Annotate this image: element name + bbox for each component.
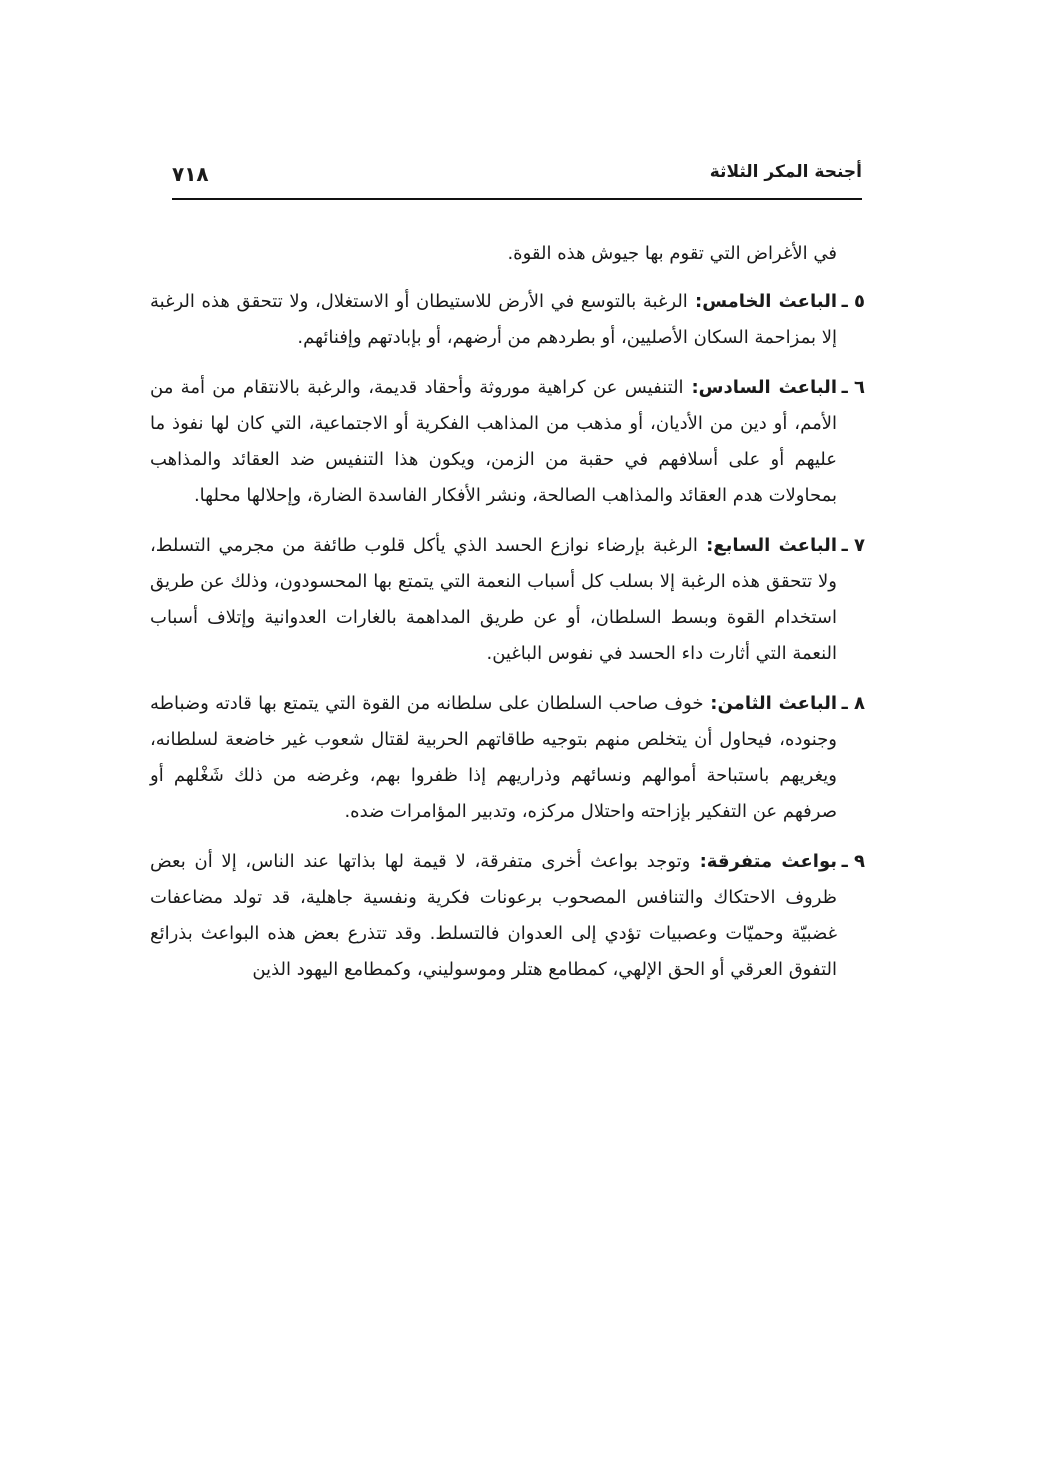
page-number: ٧١٨ — [172, 162, 209, 186]
intro-paragraph: في الأغراض التي تقوم بها جيوش هذه القوة. — [507, 243, 837, 264]
item-number: ٦ ـ — [841, 377, 865, 398]
running-title: أجنحة المكر الثلاثة — [709, 162, 862, 182]
item-heading: الباعث السابع: — [697, 535, 837, 556]
item-heading: الباعث السادس: — [683, 377, 837, 398]
item-number: ٩ ـ — [841, 851, 865, 872]
item-number: ٥ ـ — [841, 291, 865, 312]
item-text: خوف صاحب السلطان على سلطانه من القوة التي يتمتع بها قادته وضباطه وجنوده، فيحاول أن يتخلص منهم بتوجيه طاقاتهم الحربية لقتال شعوب غير خاضعة لسلطانه، ويغريهم باستباحة أموالهم ونسائهم وذراريهم إذا ظفروا بهم، وغرضه من ذلك شَغْلهم أو صرفهم عن التفكير بإزاحته واحتلال مركزه، وتدبير المؤامرات ضده. — [150, 693, 837, 822]
item-heading: الباعث الثامن: — [703, 693, 837, 714]
item-text: وتوجد بواعث أخرى متفرقة، لا قيمة لها بذاتها عند الناس، إلا أن بعض ظروف الاحتكاك والتنافس المصحوب برعونات فكرية ونفسية جاهلية، قد تولد مضاعفات غضبيّة وحميّات وعصبيات تؤدي إلى العدوان فالتسلط. وقد تتذرع بعض هذه البواعث بذرائع التفوق العرقي أو الحق الإلهي، كمطامع هتلر وموسوليني، وكمطامع اليهود الذين — [150, 851, 837, 980]
list-item-6 — [150, 370, 865, 514]
page-header — [172, 158, 862, 200]
item-text: التنفيس عن كراهية موروثة وأحقاد قديمة، والرغبة بالانتقام من أمة من الأمم، أو دين من الأديان، أو مذهب من المذاهب الفكرية أو الاجتماعية، التي كان لها نفوذ ما عليهم أو على أسلافهم في حقبة من الزمن، ويكون هذا التنفيس ضد العقائد والمذاهب بمحاولات هدم العقائد والمذاهب الصالحة، ونشر الأفكار الفاسدة الضارة، وإحلالها محلها. — [150, 377, 837, 506]
list-item-7 — [150, 528, 865, 672]
item-text: الرغبة بإرضاء نوازع الحسد الذي يأكل قلوب طائفة من مجرمي التسلط، ولا تتحقق هذه الرغبة إلا بسلب كل أسباب النعمة التي يتمتع بها المحسودون، وذلك عن طريق استخدام القوة وبسط السلطان، أو عن طريق المداهمة بالغارات العدوانية وإتلاف أسباب النعمة التي أثارت داء الحسد في نفوس الباغين. — [150, 535, 837, 664]
list-item-9 — [150, 844, 865, 988]
list-item-5 — [150, 284, 865, 356]
item-number: ٧ ـ — [841, 535, 865, 556]
item-number: ٨ ـ — [841, 693, 865, 714]
item-text: الرغبة بالتوسع في الأرض للاستيطان أو الاستغلال، ولا تتحقق هذه الرغبة إلا بمزاحمة السكان الأصليين، أو بطردهم من أرضهم، أو بإبادتهم وإفنائهم. — [150, 291, 837, 348]
item-heading: الباعث الخامس: — [687, 291, 838, 312]
item-heading: بواعث متفرقة: — [690, 851, 837, 872]
page-body — [150, 236, 865, 1002]
list-item-8 — [150, 686, 865, 830]
